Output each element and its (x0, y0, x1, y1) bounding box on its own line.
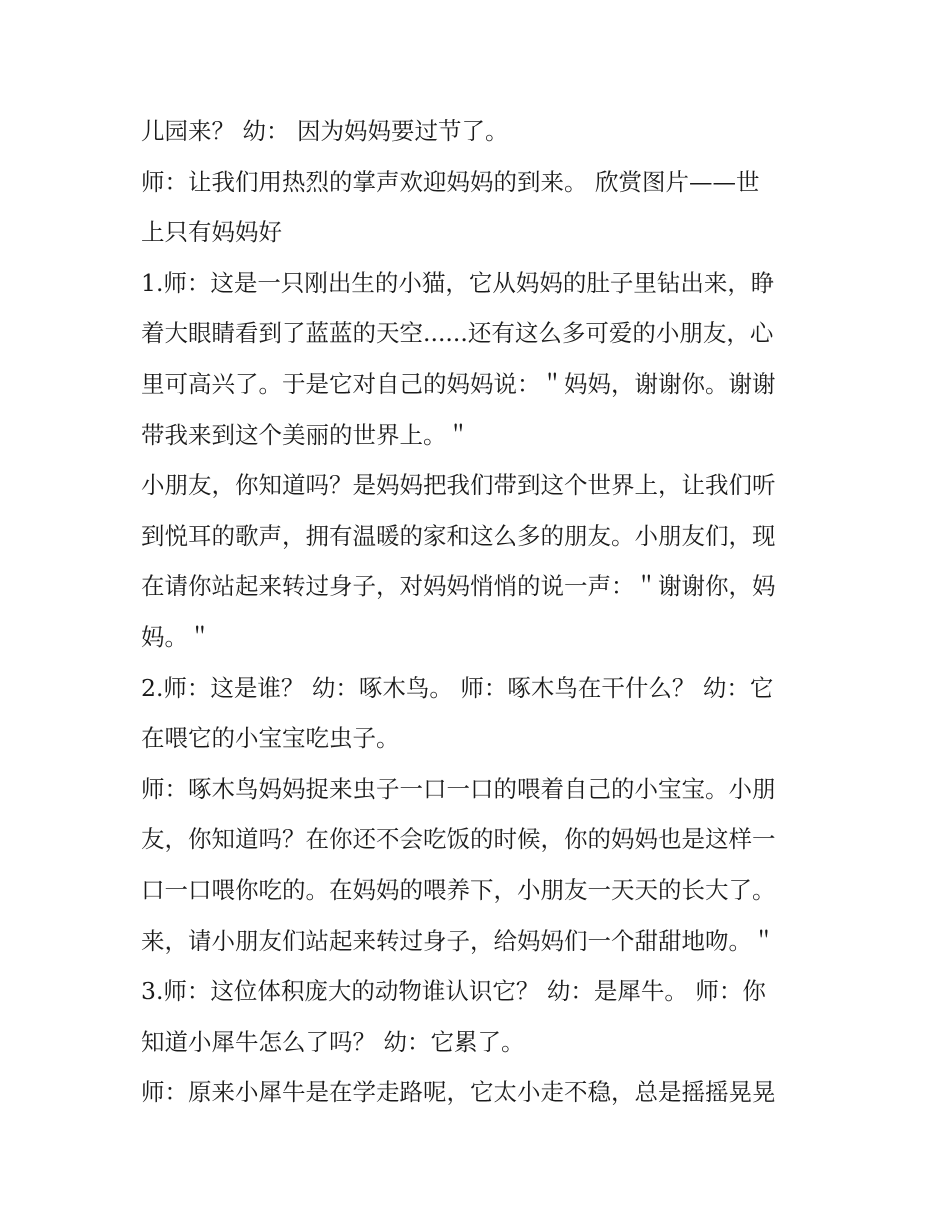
text-line: 3.师：这位体积庞大的动物谁认识它？ 幼：是犀牛。 师：你 (141, 977, 766, 1006)
document-body (141, 106, 831, 1118)
text-line: 小朋友，你知道吗？是妈妈把我们带到这个世界上，让我们听 (141, 471, 776, 500)
text-line: 知道小犀牛怎么了吗？ 幼：它累了。 (141, 1027, 525, 1056)
text-line: 到悦耳的歌声，拥有温暖的家和这么多的朋友。小朋友们，现 (141, 521, 776, 550)
text-line: 1.师：这是一只刚出生的小猫，它从妈妈的肚子里钻出来，睁 (141, 268, 775, 297)
text-line: 友，你知道吗？在你还不会吃饭的时候，你的妈妈也是这样一 (141, 825, 776, 854)
text-line: 儿园来？ 幼： 因为妈妈要过节了。 (141, 117, 509, 145)
text-line: 2.师：这是谁？ 幼：啄木鸟。 师：啄木鸟在干什么？ 幼：它 (141, 673, 774, 702)
text-line: 在请你站起来转过身子，对妈妈悄悄的说一声：＂谢谢你，妈 (141, 572, 776, 601)
text-line: 师：原来小犀牛是在学走路呢，它太小走不稳，总是摇摇晃晃 (141, 1078, 776, 1107)
text-line: 妈。＂ (141, 622, 212, 651)
text-line: 在喂它的小宝宝吃虫子。 (141, 724, 400, 753)
text-line: 带我来到这个美丽的世界上。＂ (141, 420, 470, 449)
text-line: 口一口喂你吃的。在妈妈的喂养下，小朋友一天天的长大了。 (141, 875, 776, 904)
text-line: 着大眼睛看到了蓝蓝的天空......还有这么多可爱的小朋友，心 (141, 319, 774, 348)
text-line: 师：啄木鸟妈妈捉来虫子一口一口的喂着自己的小宝宝。小朋 (141, 774, 776, 803)
text-line: 来，请小朋友们站起来转过身子，给妈妈们一个甜甜地吻。＂ (141, 926, 776, 955)
text-line: 上只有妈妈好 (141, 218, 282, 247)
text-line: 里可高兴了。于是它对自己的妈妈说：＂妈妈，谢谢你。谢谢 (141, 369, 776, 398)
text-line: 师：让我们用热烈的掌声欢迎妈妈的到来。 欣赏图片——世 (141, 167, 760, 196)
